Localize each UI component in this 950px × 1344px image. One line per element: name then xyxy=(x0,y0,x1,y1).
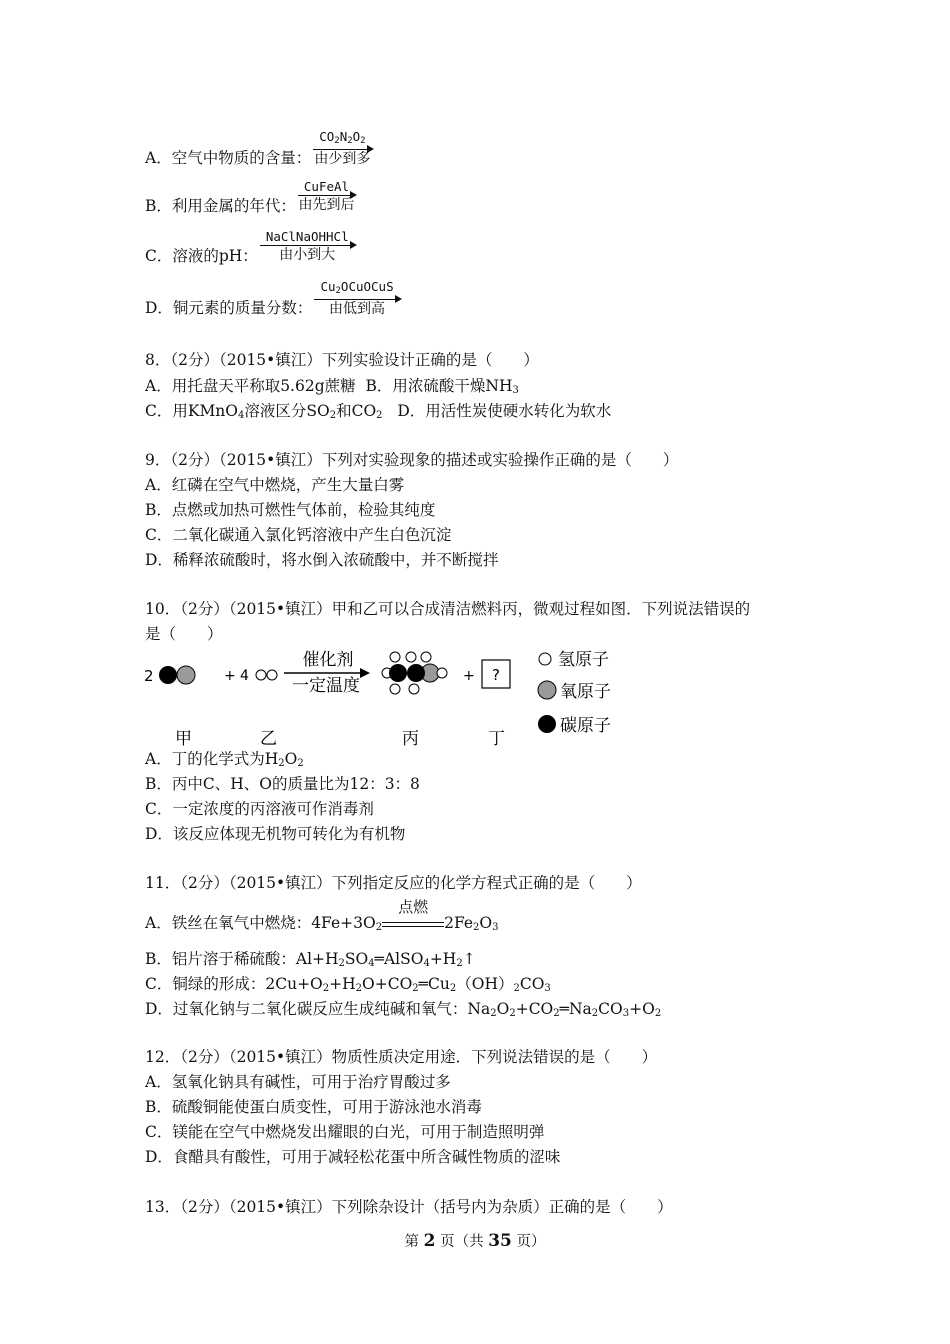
page-footer: 第 2 页（共 35 页） xyxy=(404,1231,546,1251)
q9-stem: 9．（2分）（2015•镇江）下列对实验现象的描述或实验操作正确的是（ ） xyxy=(145,451,679,469)
q9-option-a: A．红磷在空气中燃烧，产生大量白雾 xyxy=(145,476,405,494)
hydrogen-atom xyxy=(256,670,266,680)
label-bing: 丙 xyxy=(402,729,419,749)
q7-option-a-sequence xyxy=(313,130,371,167)
q10-stem-line1: 10．（2分）（2015•镇江）甲和乙可以合成清洁燃料丙，微观过程如图．下列说法错误的 xyxy=(145,600,751,618)
q7-option-b-sequence xyxy=(298,180,355,213)
q10-option-d: D．该反应体现无机物可转化为有机物 xyxy=(145,825,406,843)
q12-option-a: A．氢氧化钠具有碱性，可用于治疗胃酸过多 xyxy=(145,1073,451,1091)
hydrogen-atom xyxy=(409,684,419,694)
hydrogen-atom xyxy=(437,668,447,678)
q8-options-ab xyxy=(145,376,519,401)
q9-option-b: B．点燃或加热可燃性气体前，检验其纯度 xyxy=(145,501,436,519)
q12-option-c: C．镁能在空气中燃烧发出耀眼的白光，可用于制造照明弹 xyxy=(145,1123,545,1141)
q7-option-b-label: B．利用金属的年代： xyxy=(145,196,296,215)
q8-option-a: A．用托盘天平称取5.62g蔗糖 xyxy=(145,377,356,395)
arrow-icon xyxy=(360,668,370,678)
q7-option-a xyxy=(145,129,372,177)
q10-stem-line2: 是（ ） xyxy=(145,625,223,643)
arrow-icon xyxy=(313,149,371,150)
q12-option-b: B．硫酸铜能使蛋白质变性，可用于游泳池水消毒 xyxy=(145,1098,482,1116)
page-total: 35 xyxy=(488,1231,512,1251)
q7-option-b-top: CuFeAl xyxy=(303,179,350,194)
arrow-icon xyxy=(314,299,399,300)
hydrogen-atom xyxy=(267,670,277,680)
condition-catalyst: 催化剂 xyxy=(302,650,354,670)
q7-option-c-sequence xyxy=(260,230,355,263)
q9-option-d: D．稀释浓硫酸时，将水倒入浓硫酸中，并不断搅拌 xyxy=(145,551,499,569)
label-yi: 乙 xyxy=(260,729,277,749)
q7-option-a-label: A．空气中物质的含量： xyxy=(145,148,312,167)
legend-carbon-label: 碳原子 xyxy=(560,716,611,736)
q7-option-d xyxy=(145,279,400,327)
q7-option-c xyxy=(145,229,355,273)
q8-option-b: B．用浓硫酸干燥$NH_3$ xyxy=(365,377,519,396)
q7-option-c-top: NaClNaOHHCl xyxy=(265,229,349,244)
q11-option-c: C．铜绿的形成：$2Cu+O_2+H_2O+CO_2═Cu_2(OH)_2CO_3$ xyxy=(145,975,551,994)
hydrogen-atom xyxy=(421,652,431,662)
q10-option-b: B．丙中C、H、O的质量比为12：3：8 xyxy=(145,775,420,793)
q10-reaction-diagram xyxy=(140,645,640,750)
q9-option-c: C．二氧化碳通入氯化钙溶液中产生白色沉淀 xyxy=(145,526,452,544)
page-number: 2 xyxy=(423,1231,436,1251)
legend-oxygen-label: 氧原子 xyxy=(560,682,611,702)
legend-hydrogen-icon xyxy=(539,653,551,665)
legend-hydrogen-label: 氢原子 xyxy=(558,650,609,670)
label-ding: 丁 xyxy=(488,729,505,749)
label-jia: 甲 xyxy=(175,729,192,749)
unknown-mark: ? xyxy=(492,666,500,684)
arrow-icon xyxy=(260,245,355,246)
q7-option-d-sequence xyxy=(314,280,399,317)
arrow-icon xyxy=(298,195,355,196)
coefficient-b: 4 xyxy=(240,668,249,684)
legend-carbon-icon xyxy=(538,715,556,733)
q7-option-a-bottom: 由少到多 xyxy=(314,151,371,167)
q7-option-c-bottom: 由小到大 xyxy=(279,247,336,263)
oxygen-atom xyxy=(177,666,195,684)
condition-temperature: 一定温度 xyxy=(292,676,360,696)
q11-option-d: D．过氧化钠与二氧化碳反应生成纯碱和氧气：$Na_2O_2+CO_2═Na_2CO_3+O_2$ xyxy=(145,1000,662,1019)
carbon-atom xyxy=(389,664,407,682)
q7-option-a-top: $CO_2N_2O_2$ xyxy=(319,129,366,146)
equals-bar xyxy=(382,922,444,927)
q7-option-b-bottom: 由先到后 xyxy=(298,197,355,213)
q7-option-d-label: D．铜元素的质量分数： xyxy=(145,298,313,317)
q10-option-a: A．丁的化学式为$H_2O_2$ xyxy=(145,750,304,769)
hydrogen-atom xyxy=(390,684,400,694)
hydrogen-atom xyxy=(406,652,416,662)
plus-sign: + xyxy=(463,668,475,684)
q8-option-d: D．用活性炭使硬水转化为软水 xyxy=(397,402,612,420)
q7-option-c-label: C．溶液的pH： xyxy=(145,246,258,265)
hydrogen-atom xyxy=(390,652,400,662)
q7-option-b xyxy=(145,179,355,223)
q12-option-d: D．食醋具有酸性，可用于减轻松花蛋中所含碱性物质的涩味 xyxy=(145,1148,561,1166)
q8-option-c: C．用KMnO$_4$溶液区分$SO_2$和$CO_2$ xyxy=(145,402,383,421)
q11-option-a: A．铁丝在氧气中燃烧：$4Fe+3O_2$ 点燃 $2Fe_2O_3$ xyxy=(145,898,499,933)
q7-option-d-bottom: 由低到高 xyxy=(329,301,386,317)
legend-oxygen-icon xyxy=(538,681,556,699)
q12-stem: 12．（2分）（2015•镇江）物质性质决定用途．下列说法错误的是（ ） xyxy=(145,1048,658,1066)
condition-ignite: 点燃 xyxy=(398,898,429,916)
carbon-atom xyxy=(159,666,177,684)
plus-sign: + xyxy=(224,668,236,684)
q7-option-d-top: $Cu_2OCuOCuS$ xyxy=(320,279,394,296)
q11-option-b: B．铝片溶于稀硫酸：$Al+H_2SO_4═AlSO_4+H_2↑$ xyxy=(145,950,476,969)
q8-options-cd xyxy=(145,401,611,426)
coefficient-a: 2 xyxy=(144,667,154,685)
carbon-atom xyxy=(407,664,425,682)
q10-option-c: C．一定浓度的丙溶液可作消毒剂 xyxy=(145,800,374,818)
q13-stem: 13．（2分）（2015•镇江）下列除杂设计（括号内为杂质）正确的是（ ） xyxy=(145,1198,673,1216)
q11-stem: 11．（2分）（2015•镇江）下列指定反应的化学方程式正确的是（ ） xyxy=(145,874,642,892)
q8-stem: 8．（2分）（2015•镇江）下列实验设计正确的是（ ） xyxy=(145,351,539,369)
reaction-condition-bar xyxy=(382,898,444,933)
